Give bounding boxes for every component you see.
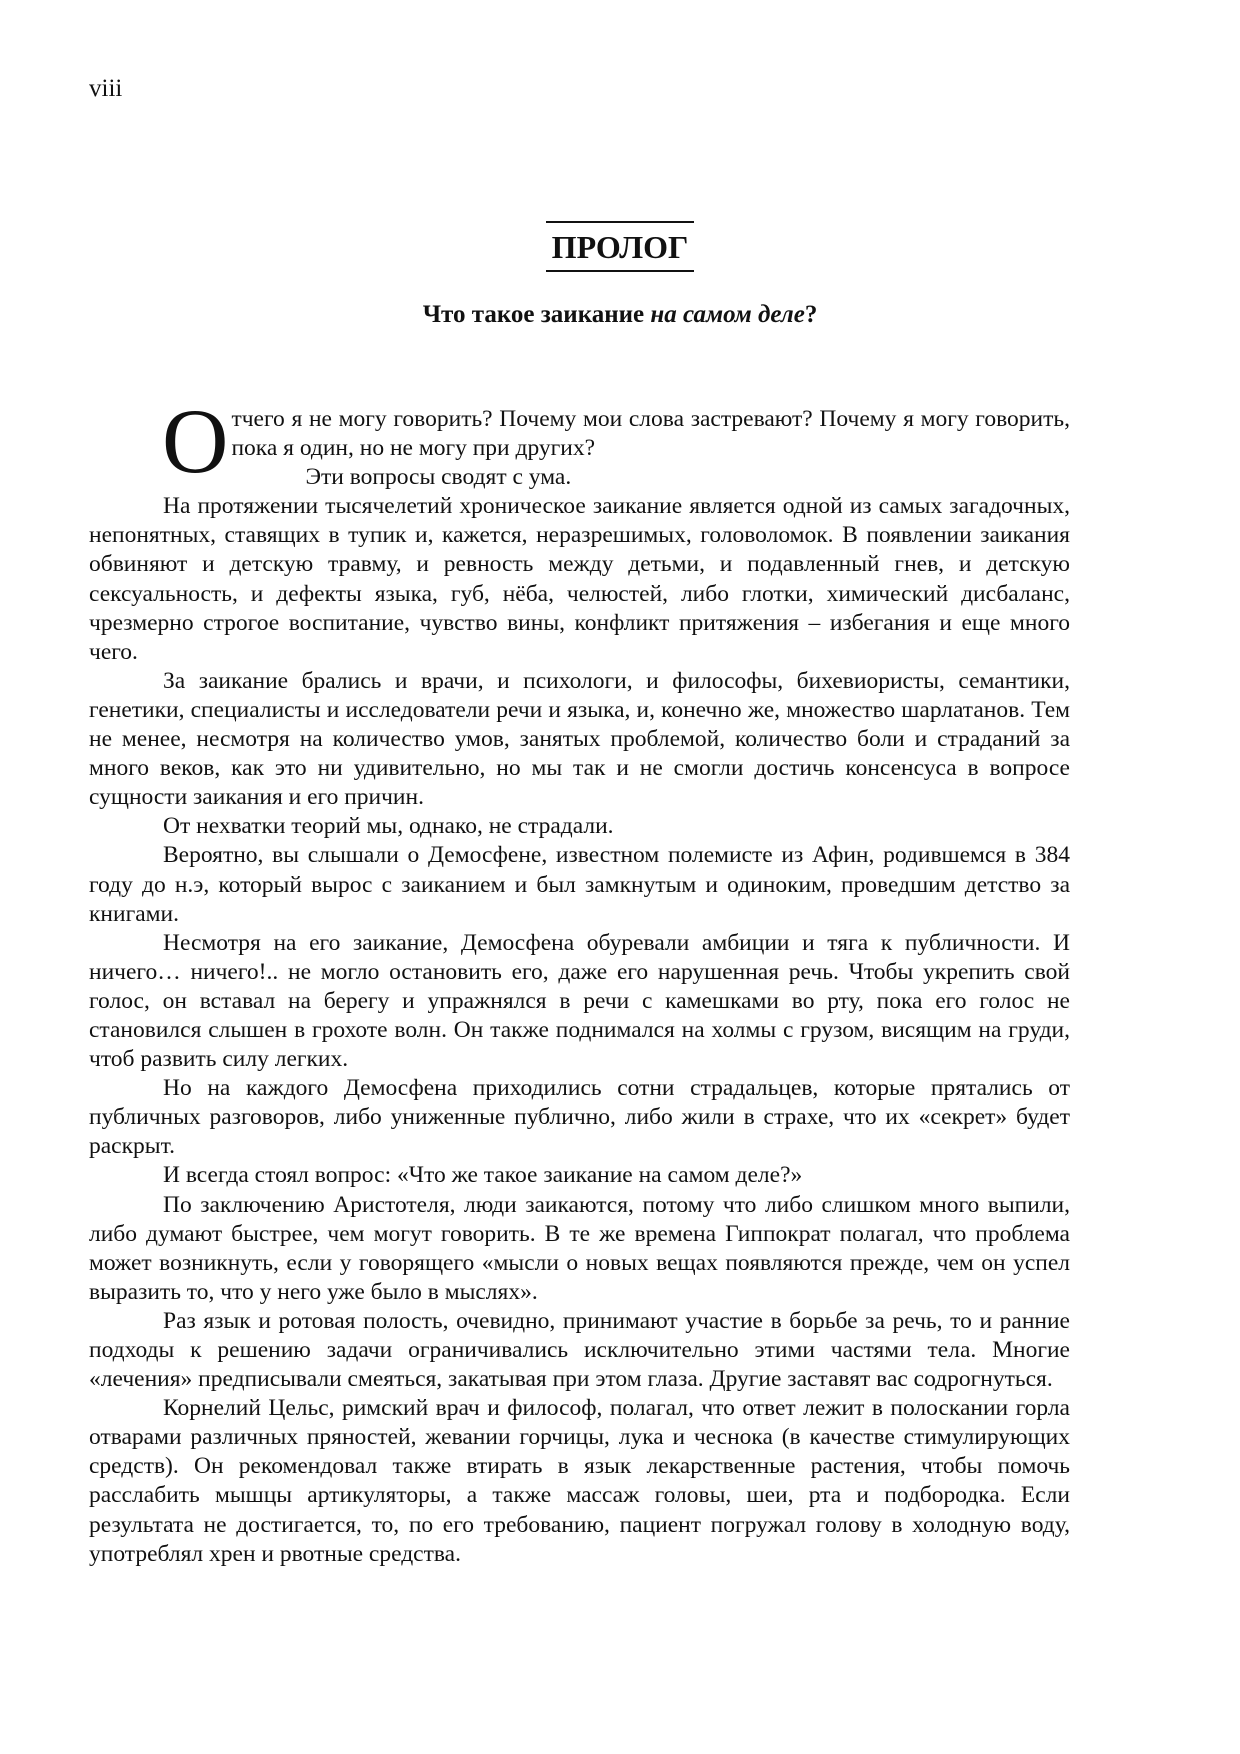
paragraph: Эти вопросы сводят с ума. [305,464,572,491]
paragraph: Несмотря на его заикание, Демосфена обуревали амбиции и тяга к публичности. И ничего… ничего!.. не могло остановить его, даже его нарушенная речь. Чтобы укрепить свой голос, он вставал на берегу и упражнялся в речи с камешками во рту, пока его голос не становился слышен в грохоте волн. Он также поднимался на холмы с грузом, висящим на груди, чтоб развить силу легких. [89,929,1070,1073]
subtitle-italic-part: на самом деле [650,301,805,328]
chapter-subtitle [0,300,1240,330]
paragraph: На протяжении тысячелетий хроническое заикание является одной из самых загадочных, непонятных, ставящих в тупик и, кажется, неразрешимых, головоломок. В появлении заикания обвиняют и детскую травму, и ревность между детьми, и подавленный гнев, и детскую сексуальность, и дефекты языка, губ, нёба, челюстей, либо глотки, химический дисбаланс, чрезмерно строгое воспитание, чувство вины, конфликт притяжения – избегания и еще много чего. [89,493,1070,665]
paragraph: Раз язык и ротовая полость, очевидно, принимают участие в борьбе за речь, то и ранние подходы к решению задачи ограничивались исключительно этими частями тела. Многие «лечения» предписывали смеяться, закатывая при этом глаза. Другие заставят вас содрогнуться. [89,1307,1070,1393]
paragraph: И всегда стоял вопрос: «Что же такое заикание на самом деле?» [163,1162,803,1189]
paragraph: Корнелий Цельс, римский врач и философ, полагал, что ответ лежит в полоскании горла отварами различных пряностей, жевании горчицы, лука и чеснока (в качестве стимулирующих средств). Он рекомендовал также втирать в язык лекарственные растения, чтобы помочь расслабить мышцы артикуляторы, а также массаж головы, шеи, рта и подбородка. Если результата не достигается, то, по его требованию, пациент погружал голову в холодную воду, употреблял хрен и рвотные средства. [89,1395,1070,1567]
chapter-title [0,221,1240,272]
paragraph: Вероятно, вы слышали о Демосфене, известном полемисте из Афин, родившемся в 384 году до н.э, который вырос с заиканием и был замкнутым и одиноким, проведшим детство за книгами. [89,842,1070,927]
paragraph-text: тчего я не могу говорить? Почему мои слова застревают? Почему я могу говорить, пока я один, но не могу при других? [231,406,1070,462]
body-text [89,390,1070,1569]
chapter-title-text: ПРОЛОГ [546,221,695,272]
page-number: viii [89,75,123,102]
subtitle-question-mark: ? [804,301,818,328]
paragraph: За заикание брались и врачи, и психологи, и философы, бихевиористы, семантики, генетики, специалисты и исследователи речи и языка, и, конечно же, множество шарлатанов. Тем не менее, несмотря на количество умов, занятых проблемой, количество боли и страданий за много веков, как это ни удивительно, но мы так и не смогли достичь консенсуса в вопросе сущности заикания и его причин. [89,667,1070,811]
paragraph: Но на каждого Демосфена приходились сотни страдальцев, которые прятались от публичных разговоров, либо униженные публично, либо жили в страхе, что их «секрет» будет раскрыт. [89,1075,1070,1160]
paragraph: От нехватки теорий мы, однако, не страдали. [163,813,614,840]
subtitle-bold-part: Что такое заикание [422,301,651,328]
drop-cap: О [162,390,229,492]
paragraph: По заключению Аристотеля, люди заикаются, потому что либо слишком много выпили, либо думают быстрее, чем могут говорить. В те же времена Гиппократ полагал, что проблема может возникнуть, если у говорящего «мысли о новых вещах появляются прежде, чем он успел выразить то, что у него уже было в мыслях». [89,1191,1070,1305]
